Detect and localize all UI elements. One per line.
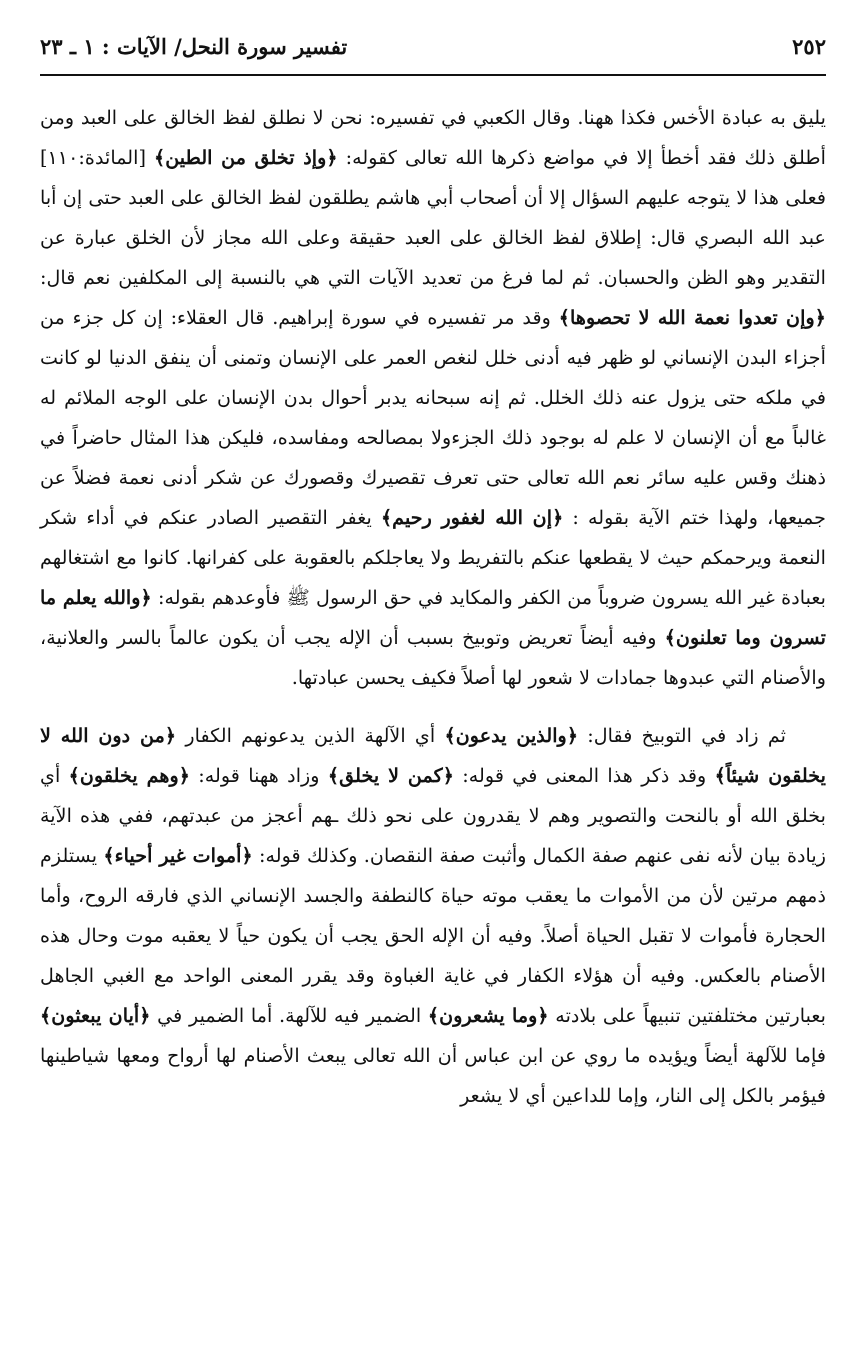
page-header xyxy=(40,28,826,76)
text-run: وزاد ههنا قوله: xyxy=(189,764,328,787)
body-text xyxy=(40,98,826,1116)
quran-quote: ﴿وإذ تخلق من الطين﴾ xyxy=(153,146,338,169)
running-title: تفسير سورة النحل/ الآيات : ١ ـ ٢٣ xyxy=(40,34,348,59)
quran-quote: ﴿أيان يبعثون﴾ xyxy=(40,1004,151,1027)
text-run: أي بخلق الله أو بالنحت والتصوير وهم لا يقدرون على نحو ذلك ـهم أعجز من عبدتهم، ففي هذه الآية زيادة بيان لأنه نفى عنهم صفة الكمال وأثبت صفة النقصان. وكذلك قوله: xyxy=(40,764,826,867)
quran-quote: ﴿إن الله لغفور رحيم﴾ xyxy=(380,506,564,529)
text-run: وقد مر تفسيره في سورة إبراهيم. قال العقلاء: إن كل جزء من أجزاء البدن الإنساني لو ظهر فيه أدنى خلل لنغص العمر على الإنسان وتمنى أن ينفق الدنيا لو كانت في ملكه حتى يزول عنه ذلك الخلل. ثم إنه سبحانه يدبر أحوال بدن الإنسان على الوجه الملائم له غالباً مع أن الإنسان لا علم له بوجود ذلك الجزءولا بمصالحه ومفاسده، فليكن هذا المثال حاضراً في ذهنك وقس عليه سائر نعم الله تعالى حتى تعرف تقصيرك وقصورك عن شكر أدنى نعمة فضلاً عن جميعها، ولهذا ختم الآية بقوله : xyxy=(40,306,826,529)
header-rule xyxy=(40,74,826,76)
quran-quote: ﴿وهم يخلقون﴾ xyxy=(68,764,190,787)
text-run: فإما للآلهة أيضاً ويؤيده ما روي عن ابن عباس أن الله تعالى يبعث الأصنام لها أرواح ومعها شياطينها فيؤمر بالكل إلى النار، وإما للداعين أي لا يشعر xyxy=(40,1044,826,1107)
paragraph-2 xyxy=(40,716,826,1116)
text-run: يغفر التقصير الصادر عنكم في أداء شكر النعمة ويرحمكم حيث لا يقطعها عنكم بالتفريط ولا يعاجلكم بالعقوبة على كفرانها. كانوا مع اشتغالهم بعبادة غير الله يسرون ضروباً من الكفر والمكايد في حق الرسول ﷺ فأوعدهم بقوله: xyxy=(40,506,827,609)
text-run: وفيه أيضاً تعريض وتوبيخ بسبب أن الإله يجب أن يكون عالماً بالسر والعلانية، والأصنام التي عبدوها جمادات لا شعور لها أصلاً فكيف يحسن عبادتها. xyxy=(40,626,826,689)
text-run: ثم زاد في التوبيخ فقال: xyxy=(578,724,787,747)
quran-quote: ﴿كمن لا يخلق﴾ xyxy=(327,764,454,787)
paragraph-1 xyxy=(40,98,826,698)
quran-quote: ﴿أموات غير أحياء﴾ xyxy=(103,844,253,867)
text-run: الضمير فيه للآلهة. أما الضمير في xyxy=(150,1004,428,1027)
quran-quote: ﴿والله يعلم ما تسرون وما تعلنون﴾ xyxy=(40,586,826,649)
quran-quote: ﴿والذين يدعون﴾ xyxy=(444,724,579,747)
text-run: [المائدة:١١٠] فعلى هذا لا يتوجه عليهم السؤال إلا أن أصحاب أبي هاشم يطلقون لفظ الخالق على العبد حتى إن أبا عبد الله البصري قال: إطلاق لفظ الخالق على العبد حقيقة وعلى الله مجاز لأن الخلق عبارة عن التقدير وهو الظن والحسبان. ثم لما فرغ من تعديد الآيات التي هي بالنسبة إلى المكلفين نعم قال: xyxy=(40,146,826,289)
quran-quote: ﴿من دون الله لا يخلقون شيئاً﴾ xyxy=(40,724,826,787)
text-run: يستلزم ذمهم مرتين لأن من الأموات ما يعقب موته حياة كالنطفة والجسد الإنساني الذي فارقه الروح، وأما الحجارة فأموات لا تقبل الحياة أصلاً. وفيه أن الإله الحق يجب أن يكون حياً لا يعقبه موت وحال هذه الأصنام بالعكس. وفيه أن هؤلاء الكفار في غاية الغباوة وقد يقرر المعنى الواحد مع الغبي الجاهل بعبارتين مختلفتين تنبيهاً على بلادته xyxy=(40,844,826,1027)
text-run: يليق به عبادة الأخس فكذا ههنا. وقال الكعبي في تفسيره: نحن لا نطلق لفظ الخالق على العبد ومن أطلق ذلك فقد أخطأ إلا في مواضع ذكرها الله تعالى كقوله: xyxy=(40,106,826,169)
quran-quote: ﴿وإن تعدوا نعمة الله لا تحصوها﴾ xyxy=(558,306,826,329)
text-run: وقد ذكر هذا المعنى في قوله: xyxy=(454,764,715,787)
page-number: ٢٥٢ xyxy=(792,34,826,59)
quran-quote: ﴿وما يشعرون﴾ xyxy=(427,1004,549,1027)
text-run: أي الآلهة الذين يدعونهم الكفار xyxy=(176,724,445,747)
